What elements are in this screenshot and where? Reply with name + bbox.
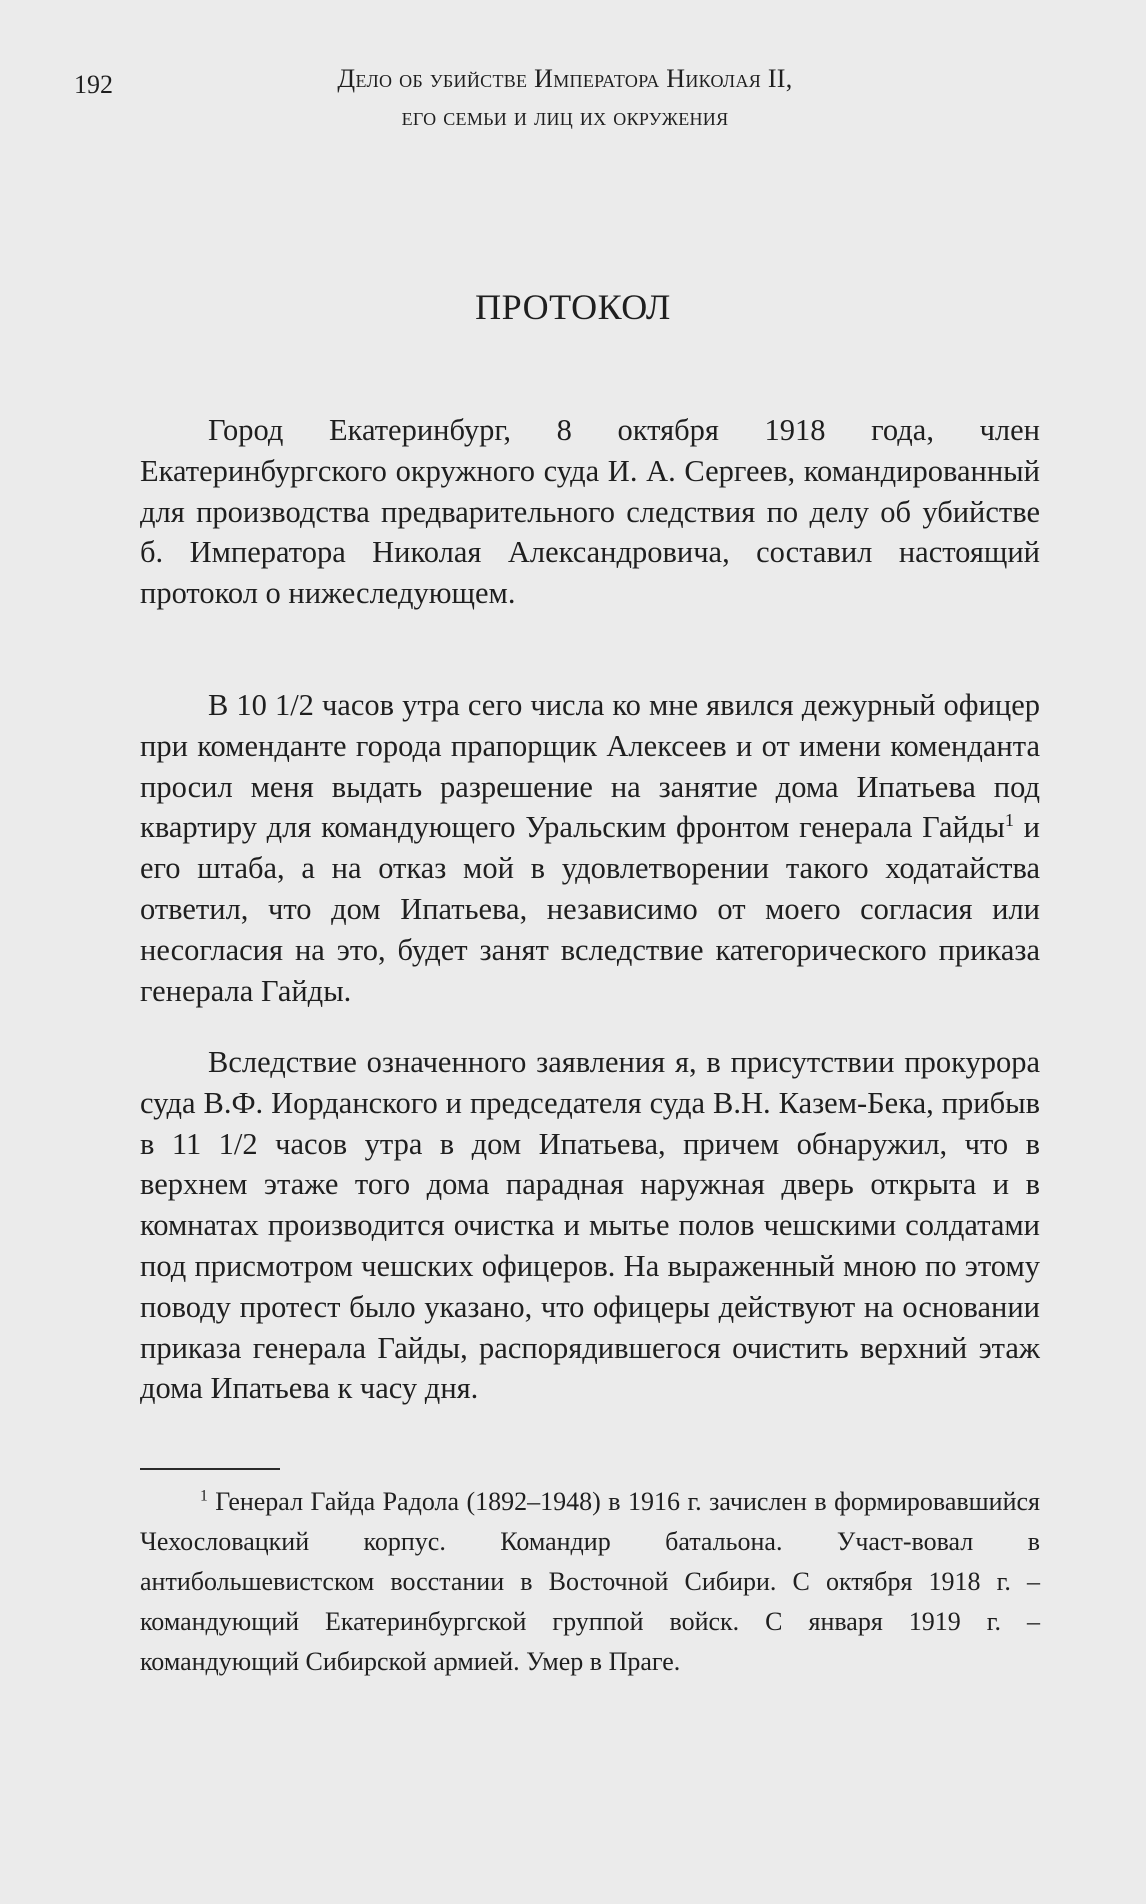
footnote-separator bbox=[140, 1468, 280, 1470]
document-title: ПРОТОКОЛ bbox=[475, 287, 671, 327]
footnote-text: Генерал Гайда Радола (1892–1948) в 1916 г. зачислен в формировавшийся Чехословацкий корпус. Командир батальона. Участ-вовал в антибольшевистском восстании в Восточной Сибири. С октября 1918 г. – командующий Екатеринбургской группой войск. С января 1919 г. – командующий Сибирской армией. Умер в Праге. bbox=[140, 1487, 1040, 1676]
running-head-line-2: его семьи и лиц их окружения bbox=[401, 102, 729, 131]
paragraph-2 bbox=[140, 685, 1040, 1011]
paragraph-2-part-2: и его штаба, а на отказ мой в удовлетворении такого ходатайства ответил, что дом Ипатьева, независимо от моего согласия или несогласия на это, будет занят вследствие категорического приказа генерала Гайды. bbox=[140, 810, 1040, 1008]
paragraph-1: Город Екатеринбург, 8 октября 1918 года, член Екатеринбургского окружного суда И. А. Сергеев, командированный для производства предварительного следствия по делу об убийстве б. Императора Николая Александровича, составил настоящий протокол о нижеследующем. bbox=[140, 413, 1040, 611]
footnote-reference: 1 bbox=[1004, 810, 1014, 831]
paragraph-2-part-1: В 10 1/2 часов утра сего числа ко мне явился дежурный офицер при коменданте города прапорщик Алексеев и от имени коменданта просил меня выдать разрешение на занятие дома Ипатьева под квартиру для командующего Уральским фронтом генерала Гайды bbox=[140, 688, 1040, 845]
paragraph-3: Вследствие означенного заявления я, в присутствии прокурора суда В.Ф. Иорданского и председателя суда В.Н. Казем-Бека, прибыв в 11 1/2 часов утра в дом Ипатьева, причем обнаружил, что в верхнем этаже того дома парадная наружная дверь открыта и в комнатах производится очистка и мытье полов чешскими солдатами под присмотром чешских офицеров. На выраженный мною по этому поводу протест было указано, что офицеры действуют на основании приказа генерала Гайды, распорядившегося очистить верхний этаж дома Ипатьева к часу дня. bbox=[140, 1045, 1040, 1406]
running-head bbox=[240, 60, 890, 136]
page-number: 192 bbox=[74, 70, 113, 99]
footnote bbox=[140, 1482, 1040, 1682]
footnote-marker: 1 bbox=[200, 1487, 208, 1505]
running-head-line-1: Дело об убийстве Императора Николая II, bbox=[337, 64, 793, 93]
